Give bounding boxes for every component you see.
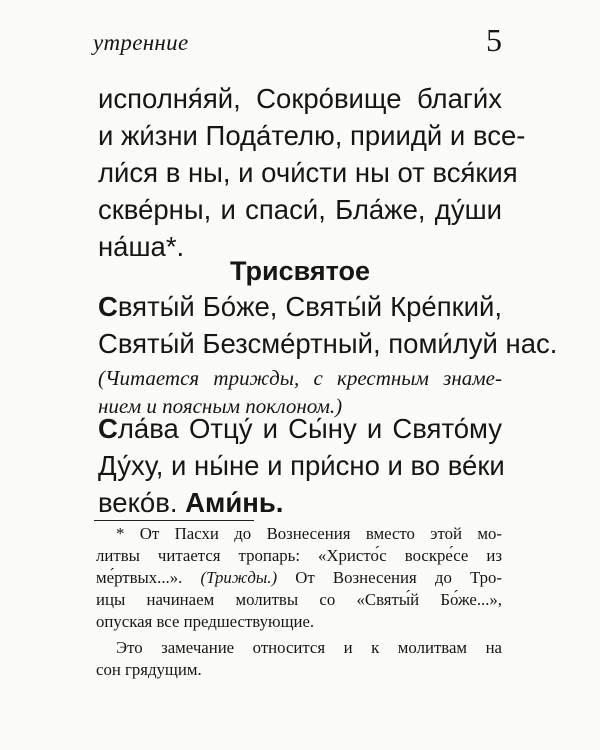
glory-words: веко́в. bbox=[98, 487, 178, 518]
prayer-line: ли́ся в ны, и очи́сти ны от вся́кия bbox=[98, 157, 518, 188]
footnote-rule bbox=[94, 520, 254, 521]
footnote-text: ме́ртвых...». bbox=[96, 568, 183, 587]
footnote-line: ицы начинаем молитвы со «Святы́й Бо́же...», bbox=[96, 590, 502, 609]
prayer-ending bbox=[98, 80, 526, 265]
trisagion-prayer bbox=[98, 288, 558, 426]
prayer-line: и жи́зни Пода́телю, приидй и все- bbox=[98, 120, 526, 151]
footnote-line bbox=[96, 567, 502, 589]
prayer-line: исполня́яй, Сокро́вище благи́х bbox=[98, 83, 502, 114]
glory-line bbox=[98, 484, 502, 521]
rubric-line: нием и поясным поклоном.) bbox=[98, 394, 343, 418]
glory-line: Ду́ху, и ны́не и при́сно и во ве́ки bbox=[98, 450, 505, 481]
footnote-italic: (Трижды.) bbox=[200, 568, 278, 587]
trisagion-line-text: вяты́й Бо́же, Святы́й Кре́пкий, bbox=[117, 291, 502, 322]
trisagion-line bbox=[98, 288, 502, 325]
drop-initial: С bbox=[98, 413, 118, 444]
footnote-line: литвы читается тропарь: «Христо́с воскре́се из bbox=[96, 546, 502, 565]
footnote-line: * От Пасхи до Вознесения вместо этой мо- bbox=[116, 524, 502, 543]
glory-line-text: ла́ва Отцу́ и Сы́ну и Свято́му bbox=[117, 413, 502, 444]
footnote bbox=[96, 523, 502, 681]
glory-prayer bbox=[98, 410, 505, 521]
glory-line bbox=[98, 410, 502, 447]
footnote-line: сон грядущим. bbox=[96, 660, 202, 679]
trisagion-line: Святы́й Безсме́ртный, поми́луй нас. bbox=[98, 328, 558, 359]
rubric-line: (Читается трижды, с крестным знаме- bbox=[98, 366, 502, 390]
footnote-line: опуская все предшествующие. bbox=[96, 612, 315, 631]
prayer-line: на́ша*. bbox=[98, 231, 185, 262]
footnote-text: От Вознесения до Тро- bbox=[295, 568, 502, 587]
drop-initial: С bbox=[98, 291, 118, 322]
running-head: утренние bbox=[93, 30, 189, 55]
footnote-line: Это замечание относится и к молитвам на bbox=[116, 638, 502, 657]
prayer-line: скве́рны, и спаси́, Бла́же, ду́ши bbox=[98, 194, 502, 225]
section-heading: Трисвятое bbox=[230, 256, 370, 286]
amen: Ами́нь. bbox=[185, 487, 284, 518]
page-number: 5 bbox=[486, 22, 502, 58]
